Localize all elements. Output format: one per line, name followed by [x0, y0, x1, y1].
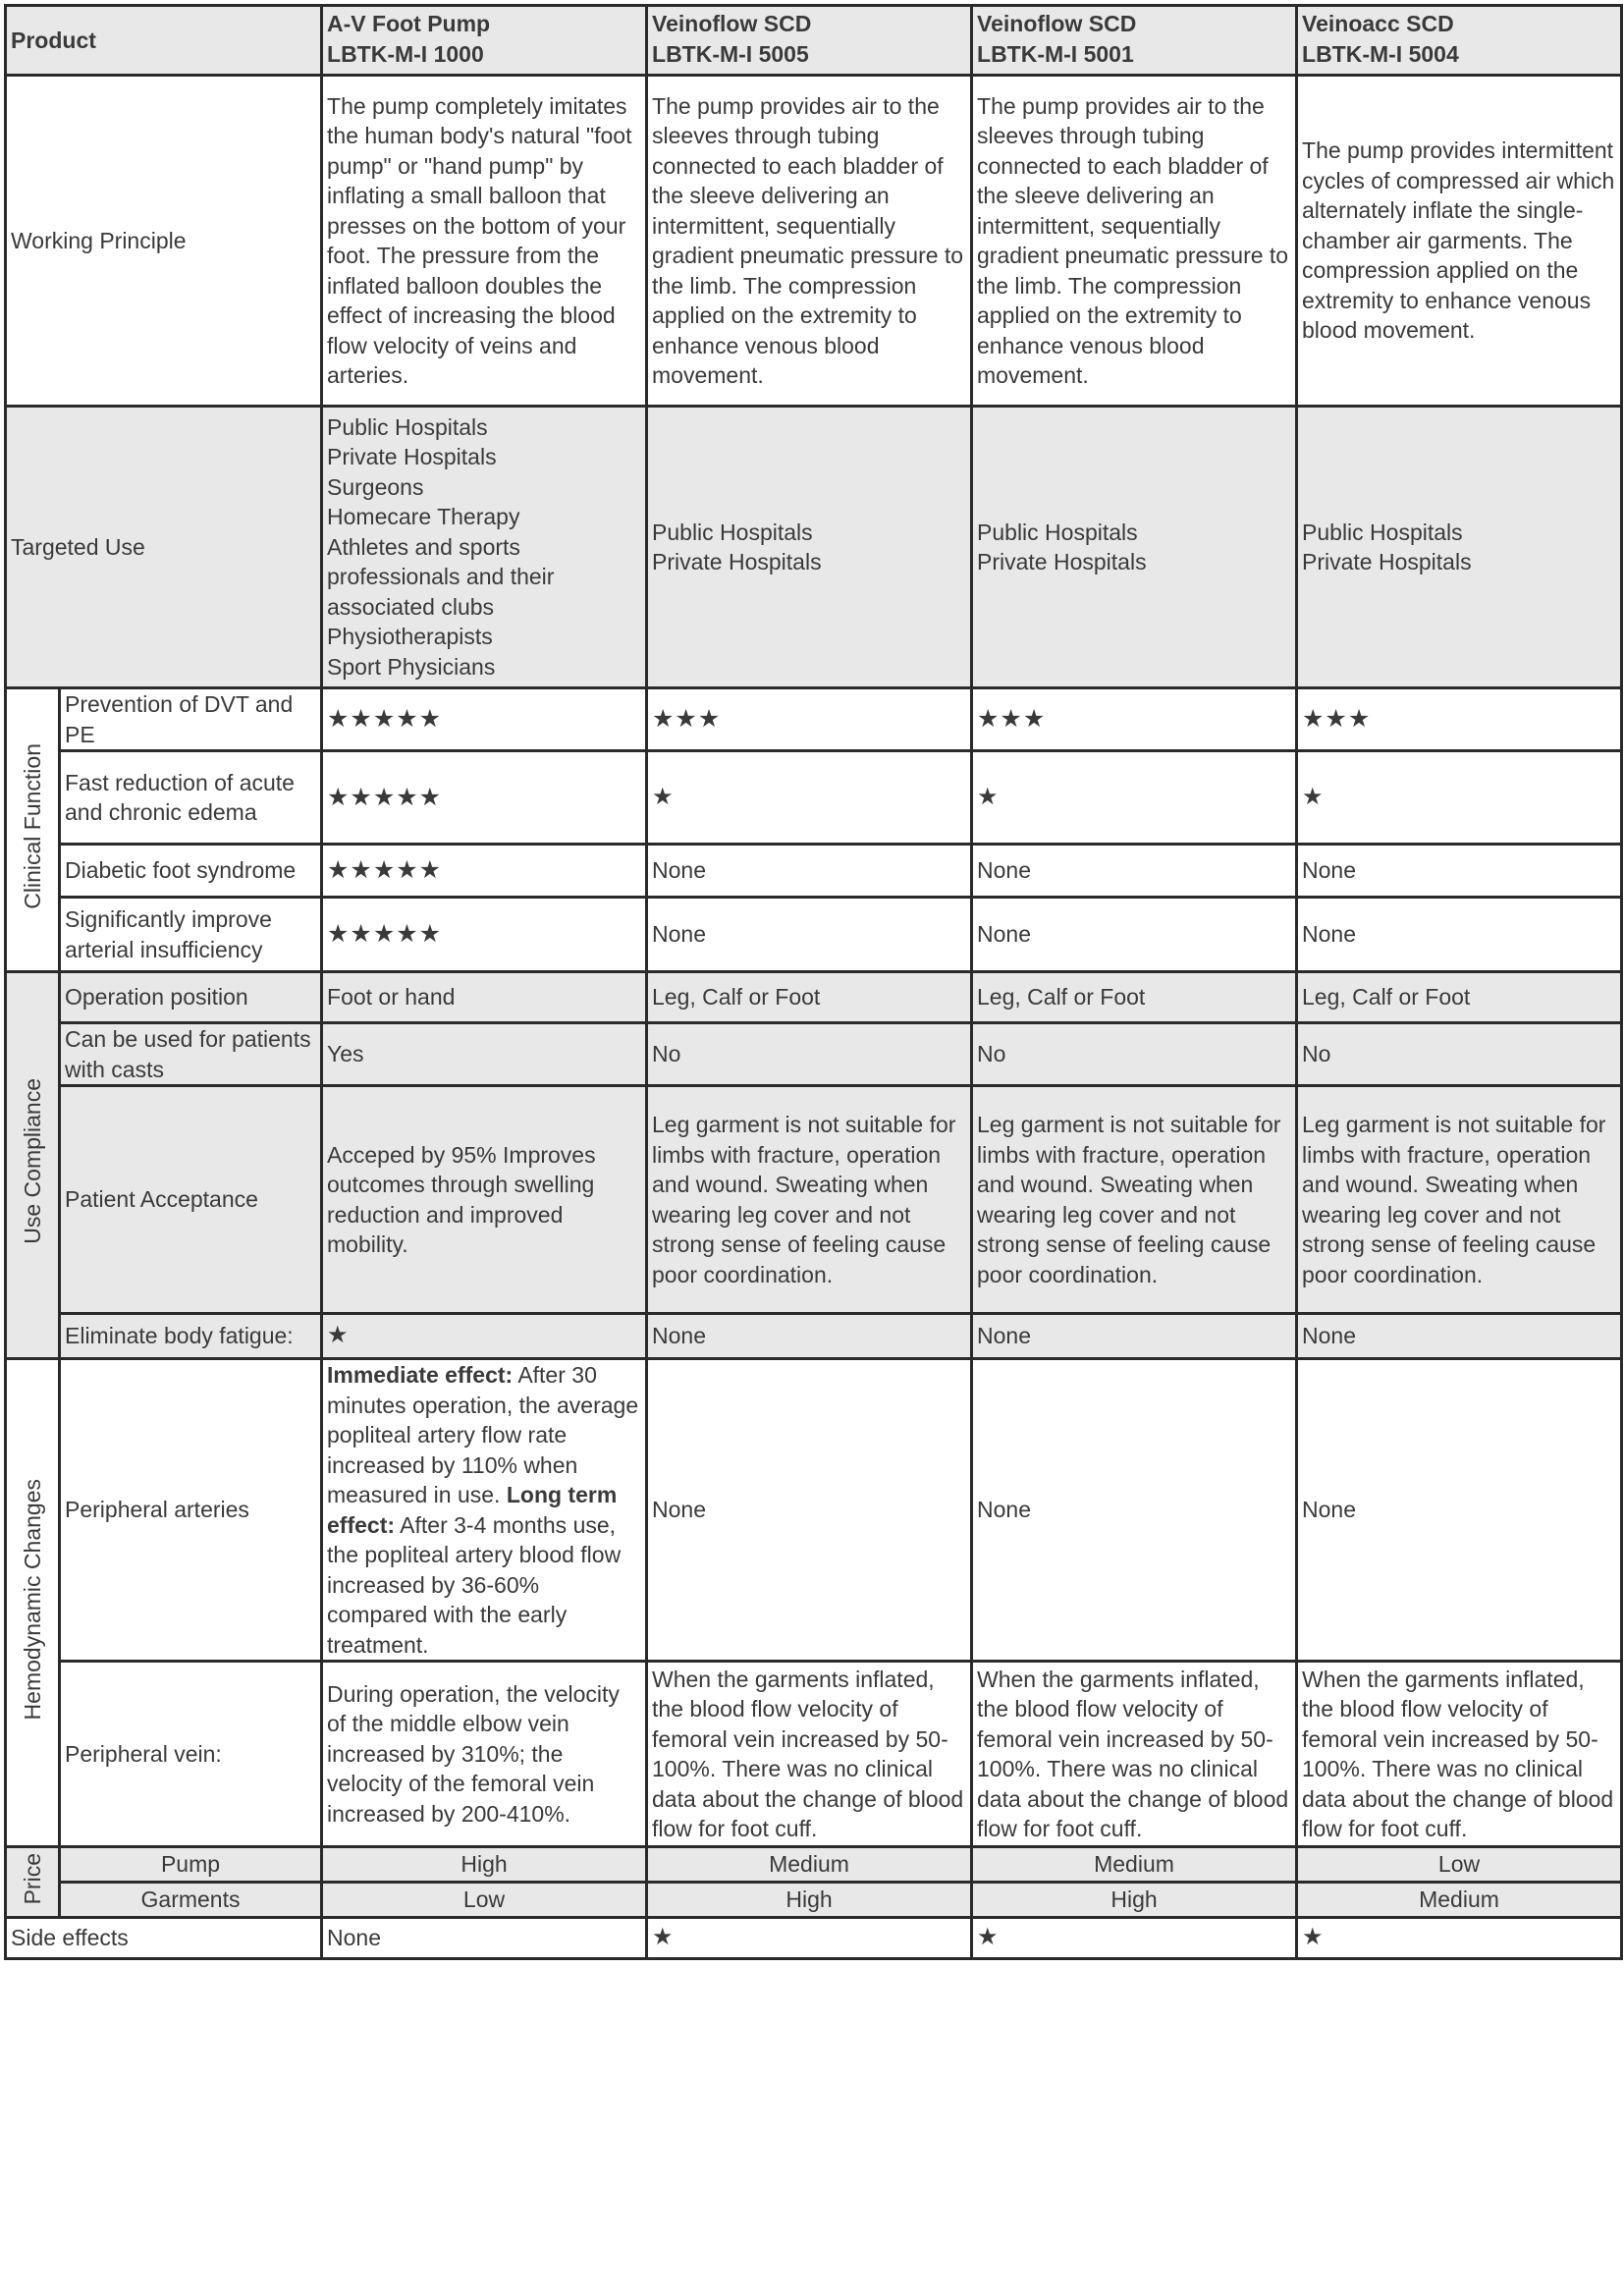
cell-value: None: [647, 1314, 972, 1359]
side-effects-row: [6, 1918, 1622, 1959]
row-label: Fast reduction of acute and chronic edema: [60, 751, 322, 845]
list-item: Athletes and sports professionals and their associated clubs: [327, 533, 555, 620]
targeted-use-label: Targeted Use: [6, 407, 322, 688]
clinical-row-diabetic: [6, 845, 1622, 898]
cell-value: None: [322, 1918, 647, 1959]
cell-value: No: [647, 1023, 972, 1086]
compliance-row-position: [6, 972, 1622, 1023]
row-label: Pump: [60, 1847, 322, 1883]
long-term-effect-title: Long term effect:: [327, 1482, 618, 1538]
targeted-use-value: [1297, 407, 1622, 688]
rating-stars: ★★★: [647, 688, 972, 751]
hemodynamic-row-vein: [6, 1662, 1622, 1847]
immediate-effect-text: After 30 minutes operation, the average popliteal artery flow rate increased by 110% when measured in use.: [327, 1362, 639, 1507]
list-item: Surgeons: [327, 473, 424, 500]
comparison-table: [4, 4, 1623, 1960]
rating-stars: ★★★★★: [322, 898, 647, 972]
list-item: Public Hospitals: [977, 519, 1138, 545]
cell-value: None: [972, 1314, 1297, 1359]
rating-stars: ★: [1297, 1918, 1622, 1959]
cell-value: Leg garment is not suitable for limbs with fracture, operation and wound. Sweating when wearing leg cover and not strong sense of feeling cause poor coordination.: [647, 1086, 972, 1314]
rating-value: None: [972, 898, 1297, 972]
cell-value: Leg garment is not suitable for limbs with fracture, operation and wound. Sweating when wearing leg cover and not strong sense of feeling cause poor coordination.: [972, 1086, 1297, 1314]
rating-value: None: [1297, 898, 1622, 972]
cell-value: During operation, the velocity of the middle elbow vein increased by 310%; the velocity of the femoral vein increased by 200-410%.: [322, 1662, 647, 1847]
clinical-row-edema: [6, 751, 1622, 845]
list-item: Public Hospitals: [327, 413, 488, 440]
cell-value: None: [647, 1359, 972, 1662]
cell-value: None: [1297, 1314, 1622, 1359]
rating-stars: ★★★★★: [322, 845, 647, 898]
price-level: Medium: [972, 1847, 1297, 1883]
list-item: Private Hospitals: [1302, 549, 1472, 574]
cell-value: When the garments inflated, the blood flow velocity of femoral vein increased by 50-100%. There was no clinical data about the change of blood flow for foot cuff.: [972, 1662, 1297, 1847]
row-label: Diabetic foot syndrome: [60, 845, 322, 898]
row-label: Operation position: [60, 972, 322, 1023]
working-principle-value: The pump completely imitates the human body's natural "foot pump" or "hand pump" by inflating a small balloon that presses on the bottom of your foot. The pressure from the inflated balloon doubles the effect of increasing the blood flow velocity of veins and arteries.: [322, 76, 647, 407]
long-term-effect-text: After 3-4 months use, the popliteal artery blood flow increased by 36-60% compared with the early treatment.: [327, 1511, 622, 1658]
side-effects-label: Side effects: [6, 1918, 322, 1959]
targeted-use-row: [6, 407, 1622, 688]
product-name: Veinoflow SCD: [977, 11, 1137, 36]
working-principle-value: The pump provides air to the sleeves through tubing connected to each bladder of the sleeve delivering an intermittent, sequentially gradient pneumatic pressure to the limb. The compression applied on the extremity to enhance venous blood movement.: [647, 76, 972, 407]
product-model: LBTK-M-I 5004: [1302, 40, 1459, 67]
arteries-av-detail: [322, 1359, 647, 1662]
list-item: Homecare Therapy: [327, 504, 520, 530]
cell-value: Leg, Calf or Foot: [972, 972, 1297, 1023]
rating-stars: ★★★: [972, 688, 1297, 751]
price-row-pump: [6, 1847, 1622, 1883]
working-principle-row: [6, 76, 1622, 407]
compliance-row-acceptance: [6, 1086, 1622, 1314]
product-name: A-V Foot Pump: [327, 11, 491, 36]
product-model: LBTK-M-I 1000: [327, 40, 484, 67]
rating-value: None: [647, 845, 972, 898]
immediate-effect-title: Immediate effect:: [327, 1362, 514, 1388]
list-item: Public Hospitals: [652, 519, 813, 545]
rating-stars: ★★★★★: [322, 751, 647, 845]
price-level: High: [647, 1883, 972, 1918]
product-header-label: Product: [6, 6, 322, 76]
product-name: Veinoacc SCD: [1302, 11, 1454, 36]
cell-value: When the garments inflated, the blood flow velocity of femoral vein increased by 50-100%. There was no clinical data about the change of blood flow for foot cuff.: [647, 1662, 972, 1847]
clinical-function-group-label: Clinical Function: [6, 688, 60, 972]
cell-value: No: [1297, 1023, 1622, 1086]
rating-stars: ★★★: [1297, 688, 1622, 751]
hemodynamic-row-arteries: [6, 1359, 1622, 1662]
row-label: Garments: [60, 1883, 322, 1918]
product-model: LBTK-M-I 5001: [977, 40, 1134, 67]
targeted-use-value: [322, 407, 647, 688]
cell-value: Leg, Calf or Foot: [647, 972, 972, 1023]
header-row: [6, 6, 1622, 76]
use-compliance-group-label: Use Compliance: [6, 972, 60, 1359]
row-label: Peripheral vein:: [60, 1662, 322, 1847]
price-row-garments: [6, 1883, 1622, 1918]
cell-value: None: [972, 1359, 1297, 1662]
cell-value: Foot or hand: [322, 972, 647, 1023]
product-header-veinoflow-5001: [972, 6, 1297, 76]
cell-value: Yes: [322, 1023, 647, 1086]
clinical-row-dvt: [6, 688, 1622, 751]
rating-stars: ★: [647, 751, 972, 845]
price-level: Medium: [1297, 1883, 1622, 1918]
targeted-use-value: [647, 407, 972, 688]
list-item: Private Hospitals: [327, 444, 497, 470]
row-label: Can be used for patients with casts: [60, 1023, 322, 1086]
list-item: Public Hospitals: [1302, 519, 1463, 545]
row-label: Patient Acceptance: [60, 1086, 322, 1314]
rating-stars: ★★★★★: [322, 688, 647, 751]
cell-value: Leg, Calf or Foot: [1297, 972, 1622, 1023]
price-level: Low: [1297, 1847, 1622, 1883]
row-label: Eliminate body fatigue:: [60, 1314, 322, 1359]
rating-stars: ★: [972, 1918, 1297, 1959]
hemodynamic-group-label: Hemodynamic Changes: [6, 1359, 60, 1847]
price-level: Low: [322, 1883, 647, 1918]
cell-value: Leg garment is not suitable for limbs with fracture, operation and wound. Sweating when wearing leg cover and not strong sense of feeling cause poor coordination.: [1297, 1086, 1622, 1314]
price-level: High: [972, 1883, 1297, 1918]
working-principle-value: The pump provides air to the sleeves through tubing connected to each bladder of the sleeve delivering an intermittent, sequentially gradient pneumatic pressure to the limb. The compression applied on the extremity to enhance venous blood movement.: [972, 76, 1297, 407]
cell-value: No: [972, 1023, 1297, 1086]
rating-value: None: [972, 845, 1297, 898]
rating-stars: ★: [322, 1314, 647, 1359]
product-name: Veinoflow SCD: [652, 11, 812, 36]
cell-value: When the garments inflated, the blood flow velocity of femoral vein increased by 50-100%. There was no clinical data about the change of blood flow for foot cuff.: [1297, 1662, 1622, 1847]
compliance-row-fatigue: [6, 1314, 1622, 1359]
row-label: Peripheral arteries: [60, 1359, 322, 1662]
price-level: Medium: [647, 1847, 972, 1883]
list-item: Physiotherapists: [327, 624, 493, 650]
row-label: Prevention of DVT and PE: [60, 688, 322, 751]
rating-stars: ★: [647, 1918, 972, 1959]
product-model: LBTK-M-I 5005: [652, 40, 809, 67]
product-header-veinoflow-5005: [647, 6, 972, 76]
clinical-row-arterial: [6, 898, 1622, 972]
compliance-row-casts: [6, 1023, 1622, 1086]
list-item: Private Hospitals: [652, 549, 822, 574]
targeted-use-value: [972, 407, 1297, 688]
rating-stars: ★: [1297, 751, 1622, 845]
cell-value: Acceped by 95% Improves outcomes through swelling reduction and improved mobility.: [322, 1086, 647, 1314]
working-principle-label: Working Principle: [6, 76, 322, 407]
product-header-av-foot-pump: [322, 6, 647, 76]
cell-value: None: [1297, 1359, 1622, 1662]
row-label: Significantly improve arterial insufficiency: [60, 898, 322, 972]
product-header-veinoacc-5004: [1297, 6, 1622, 76]
price-group-label: Price: [6, 1847, 60, 1918]
list-item: Sport Physicians: [327, 653, 496, 680]
rating-value: None: [647, 898, 972, 972]
rating-value: None: [1297, 845, 1622, 898]
list-item: Private Hospitals: [977, 549, 1147, 574]
working-principle-value: The pump provides intermittent cycles of compressed air which alternately inflate the single-chamber air garments. The compression applied on the extremity to enhance venous blood movement.: [1297, 76, 1622, 407]
price-level: High: [322, 1847, 647, 1883]
rating-stars: ★: [972, 751, 1297, 845]
